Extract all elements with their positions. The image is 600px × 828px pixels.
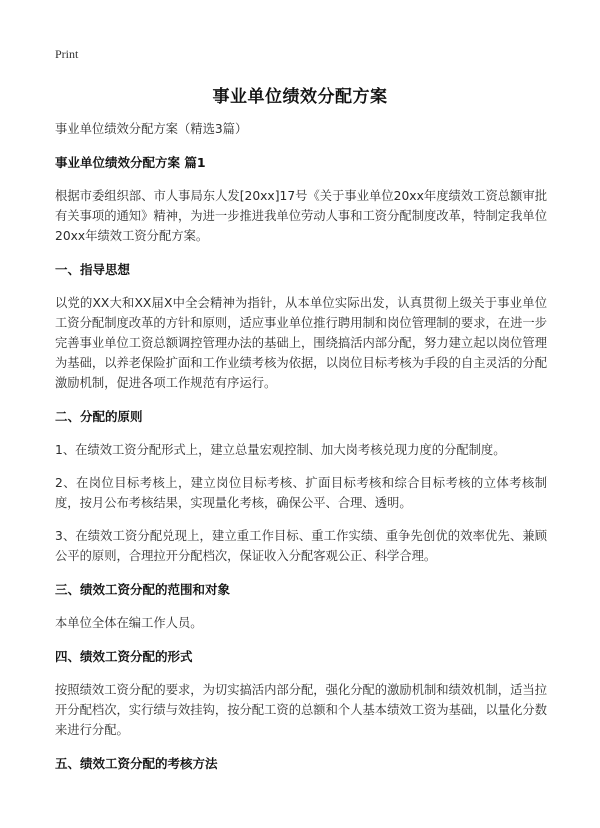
principle-2: 2、在岗位目标考核上，建立岗位目标考核、扩面目标考核和综合目标考核的立体考核制度，按月公布考核结果，实现量化考核，确保公平、合理、透明。 — [55, 476, 547, 510]
paragraph-1: 根据市委组织部、市人事局东人发[20xx]17号《关于事业单位20xx年度绩效工资总额审批有关事项的通知》精神，为进一步推进我单位劳动人事和工资分配制度改革，特制定我单位20xx年绩效工资分配方案。 — [55, 189, 547, 243]
principle-3: 3、在绩效工资分配兑现上，建立重工作目标、重工作实绩、重争先创优的效率优先、兼顾公平的原则，合理拉开分配档次，保证收入分配客观公正、科学合理。 — [55, 529, 547, 563]
document-title: 事业单位绩效分配方案 — [212, 87, 388, 107]
heading-principles: 二、分配的原则 — [55, 409, 143, 424]
paragraph-4: 按照绩效工资分配的要求，为切实搞活内部分配，强化分配的激励机制和绩效机制，适当拉开分配档次，实行绩与效挂钩，按分配工资的总额和个人基本绩效工资为基础，以量化分数来进行分配。 — [55, 683, 547, 737]
paragraph-2: 以党的XX大和XX届X中全会精神为指针，从本单位实际出发，认真贯彻上级关于事业单位工资分配制度改革的方针和原则，适应事业单位推行聘用制和岗位管理制的要求，在进一步完善事业单位工资总额调控管理办法的基础上，围绕搞活内部分配，努力建立起以岗位管理为基础，以养老保险扩面和工作业绩考核为依据，以岗位目标考核为手段的自主灵活的分配激励机制，促进各项工作规范有序运行。 — [55, 296, 547, 390]
principle-1: 1、在绩效工资分配形式上，建立总量宏观控制、加大岗考核兑现力度的分配制度。 — [55, 443, 506, 457]
heading-form: 四、绩效工资分配的形式 — [55, 649, 193, 664]
section-title: 事业单位绩效分配方案 篇1 — [55, 155, 206, 170]
intro-line: 事业单位绩效分配方案（精选3篇） — [55, 122, 248, 136]
paragraph-3: 本单位全体在编工作人员。 — [55, 616, 203, 630]
print-label[interactable]: Print — [55, 47, 79, 61]
document-body — [55, 119, 547, 774]
heading-guiding-ideology: 一、指导思想 — [55, 262, 131, 277]
heading-scope: 三、绩效工资分配的范围和对象 — [55, 582, 231, 597]
heading-assessment: 五、绩效工资分配的考核方法 — [55, 756, 218, 771]
